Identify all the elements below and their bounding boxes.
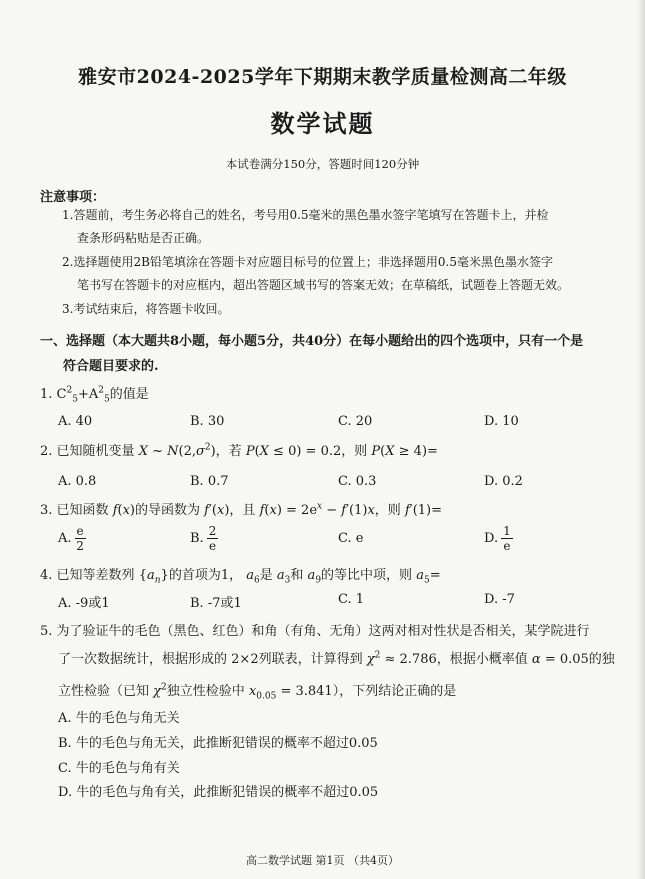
- option-c: C. 牛的毛色与角有关: [58, 761, 180, 776]
- math-expression: P(X ≥ 4): [371, 444, 428, 459]
- math-expression: f′(1): [404, 503, 432, 518]
- option-c: C. 0.3: [338, 474, 377, 489]
- numerator: 2: [208, 524, 217, 538]
- question-text: 独立性检验中: [166, 684, 245, 699]
- notice-item: 笔书写在答题卡的对应框内，超出答题区域书写的答案无效；在草稿纸，试题卷上答题无效。: [77, 278, 570, 292]
- question-text: 的独: [588, 652, 615, 667]
- option-d: D. 0.2: [484, 474, 523, 489]
- question-text: =: [429, 568, 441, 583]
- section-heading: 一、选择题（本大题共8小题，每小题5分，共40分）在每小题给出的四个选项中，只有一个是: [40, 334, 584, 349]
- question-4: [40, 564, 441, 586]
- question-text: 4. 已知等差数列: [40, 568, 135, 583]
- notice-item: 查条形码粘贴是否正确。: [77, 231, 210, 245]
- option-b: B. -7或1: [190, 596, 242, 611]
- question-number: 1.: [40, 387, 53, 402]
- option-a: A. 牛的毛色与角无关: [58, 711, 180, 726]
- option-a: A. 0.8: [58, 474, 97, 489]
- exam-title: 雅安市2024-2025学年下期期末教学质量检测高二年级: [78, 66, 567, 88]
- question-text: ，则: [374, 503, 401, 518]
- math-expression: $x_{0.05} = 3.841$: [248, 684, 333, 702]
- question-1: [40, 383, 149, 405]
- math-expression: f(x): [112, 503, 135, 518]
- option-b: B. 0.7: [190, 474, 229, 489]
- question-text: 和: [290, 568, 304, 583]
- notice-item: 3.考试结束后，将答题卡收回。: [62, 302, 230, 316]
- question-text: 列联表，计算得到: [258, 652, 363, 667]
- question-text: =: [431, 503, 443, 518]
- fraction: [501, 524, 513, 553]
- question-text: 3. 已知函数: [40, 503, 109, 518]
- section-heading-cont: 符合题目要求的.: [63, 359, 159, 374]
- question-5: 5. 为了验证牛的毛色（黑色、红色）和角（有角、无角）这两对相对性状是否相关，某学院进行: [40, 624, 590, 639]
- question-text: 的等比中项，则: [321, 568, 413, 583]
- question-text: 是: [259, 568, 273, 583]
- math-expression: α = 0.05: [531, 652, 589, 667]
- denominator: e: [503, 539, 511, 553]
- numerator: 1: [503, 524, 511, 538]
- option-label: B.: [190, 531, 204, 546]
- math-expression: $a_6$: [246, 568, 260, 586]
- option-b: B. 30: [190, 414, 225, 429]
- math-expression: X ~ $N(2,\sigma^2)$: [138, 442, 216, 459]
- fraction: [207, 524, 219, 553]
- question-text: 的首项为1，: [168, 568, 243, 583]
- denominator: e: [208, 539, 217, 553]
- math-expression: $f(x) = 2e^x - f'(1)x$: [259, 501, 375, 518]
- question-3: [40, 499, 442, 518]
- math-expression: P(X ≤ 0) = 0.2: [245, 444, 342, 459]
- question-text: 了一次数据统计，根据形成的: [58, 652, 228, 667]
- option-b: B. 牛的毛色与角无关，此推断犯错误的概率不超过0.05: [58, 736, 378, 751]
- notice-item: 1.答题前，考生务必将自己的姓名，考号用0.5毫米的黑色墨水签字笔填写在答题卡上，并检: [62, 208, 549, 222]
- option-c: C. e: [338, 531, 364, 546]
- question-text: 立性检验（已知: [58, 684, 150, 699]
- option-a: [58, 524, 86, 553]
- question-text: ），下列结论正确的是: [332, 684, 457, 699]
- exam-info: 本试卷满分150分，答题时间120分钟: [225, 157, 420, 171]
- numerator: e: [76, 524, 84, 538]
- question-text: ，且: [229, 503, 256, 518]
- notice-item: 2.选择题使用2B铅笔填涂在答题卡对应题目标号的位置上；非选择题用0.5毫米黑色墨水签字: [62, 255, 553, 269]
- question-text: ，则: [341, 444, 368, 459]
- question-2: [40, 440, 438, 459]
- question-5-line-2: [58, 648, 615, 667]
- option-label: D.: [484, 531, 499, 546]
- option-b: [190, 524, 218, 553]
- question-text: 2. 已知随机变量: [40, 444, 135, 459]
- option-d: [484, 524, 513, 553]
- option-d: D. 10: [484, 414, 519, 429]
- option-a: A. 40: [58, 414, 93, 429]
- question-5-line-3: [58, 680, 457, 702]
- math-expression: $\chi^2$: [153, 682, 167, 699]
- option-d: D. -7: [484, 592, 515, 607]
- math-expression: $\{a_n\}$: [138, 568, 169, 586]
- option-c: C. 1: [338, 592, 365, 607]
- math-expression: $a_3$: [276, 568, 291, 586]
- math-expression: $\chi^2 \approx 2.786$: [366, 650, 437, 667]
- fraction: [75, 524, 86, 553]
- scan-edge-shadow: [637, 0, 645, 879]
- question-text: ，根据小概率值: [436, 652, 528, 667]
- math-expression: $a_9$: [307, 568, 322, 586]
- question-text: ，若: [215, 444, 242, 459]
- notice-heading: 注意事项：: [40, 190, 106, 205]
- subject-title: 数学试题: [270, 109, 375, 138]
- math-expression: $C^2_5+A^2_5$: [56, 385, 110, 405]
- option-d: D. 牛的毛色与角有关，此推断犯错误的概率不超过0.05: [58, 785, 379, 800]
- option-label: A.: [58, 531, 72, 546]
- question-text: 的导函数为: [135, 503, 201, 518]
- question-text: 的值是: [109, 387, 149, 402]
- question-text: =: [427, 444, 438, 459]
- denominator: 2: [76, 539, 84, 553]
- math-expression: f′(x): [204, 503, 230, 518]
- math-expression: 2×2: [231, 652, 259, 667]
- option-a: A. -9或1: [58, 596, 110, 611]
- option-c: C. 20: [338, 414, 373, 429]
- math-expression: $a_5$: [416, 568, 430, 586]
- page-footer: 高二数学试题 第1页 （共4页）: [246, 854, 399, 867]
